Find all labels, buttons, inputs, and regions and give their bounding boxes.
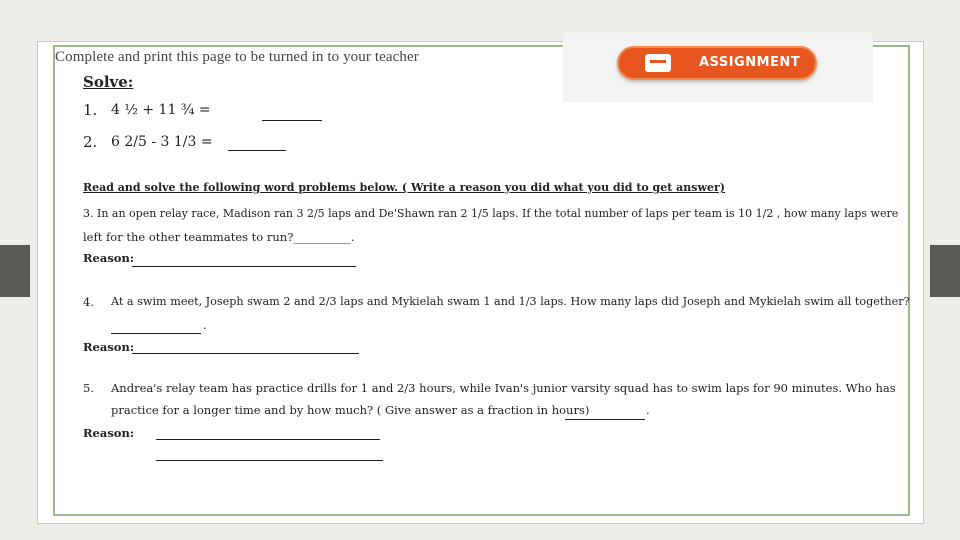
problem-2-answer-blank[interactable]	[228, 149, 286, 151]
problem-5-reason-blank-1[interactable]	[156, 438, 380, 440]
problem-3-reason-blank[interactable]	[132, 265, 356, 267]
problem-4-line-2: .	[203, 318, 207, 332]
page-instruction: Complete and print this page to be turned in to your teacher	[55, 49, 419, 65]
problem-4-reason-blank[interactable]	[132, 352, 359, 354]
problem-4-number: 4.	[83, 295, 94, 309]
problem-1-number: 1.	[83, 101, 98, 119]
left-slide-tab	[0, 245, 30, 297]
assignment-badge	[617, 46, 817, 80]
document-icon	[645, 54, 671, 72]
solve-heading: Solve:	[83, 73, 134, 91]
problem-1-expression: 4 ½ + 11 ¾ =	[111, 102, 211, 118]
problem-5-reason-label: Reason:	[83, 426, 135, 440]
problem-2-expression: 6 2/5 - 3 1/3 =	[111, 134, 213, 150]
word-problem-instructions: Read and solve the following word problems below. ( Write a reason you did what you did to get answer)	[83, 181, 725, 194]
problem-5-line-2: practice for a longer time and by how much? ( Give answer as a fraction in hours)	[111, 403, 590, 417]
problem-5-reason-blank-2[interactable]	[156, 459, 383, 461]
problem-5-line-2-end: .	[646, 403, 650, 417]
problem-3-line-2: left for the other teammates to run?__________.	[83, 230, 355, 244]
problem-4-line-1: At a swim meet, Joseph swam 2 and 2/3 laps and Mykielah swam 1 and 1/3 laps. How many laps did Joseph and Mykielah swim all together?	[111, 295, 910, 308]
problem-1-answer-blank[interactable]	[262, 119, 322, 121]
assignment-label: ASSIGNMENT	[699, 55, 801, 70]
problem-5-number: 5.	[83, 381, 94, 395]
right-slide-tab	[930, 245, 960, 297]
problem-4-reason-label: Reason:	[83, 340, 135, 354]
problem-2-number: 2.	[83, 133, 98, 151]
problem-3-line-1: 3. In an open relay race, Madison ran 3 2/5 laps and De'Shawn ran 2 1/5 laps. If the total number of laps per team is 10 1/2 , how many laps were	[83, 207, 899, 220]
problem-5-answer-blank[interactable]	[565, 418, 645, 420]
problem-3-reason-label: Reason:	[83, 251, 135, 265]
problem-4-answer-blank[interactable]	[111, 332, 201, 334]
problem-5-line-1: Andrea's relay team has practice drills for 1 and 2/3 hours, while Ivan's junior varsity squad has to swim laps for 90 minutes. Who has	[111, 381, 896, 395]
